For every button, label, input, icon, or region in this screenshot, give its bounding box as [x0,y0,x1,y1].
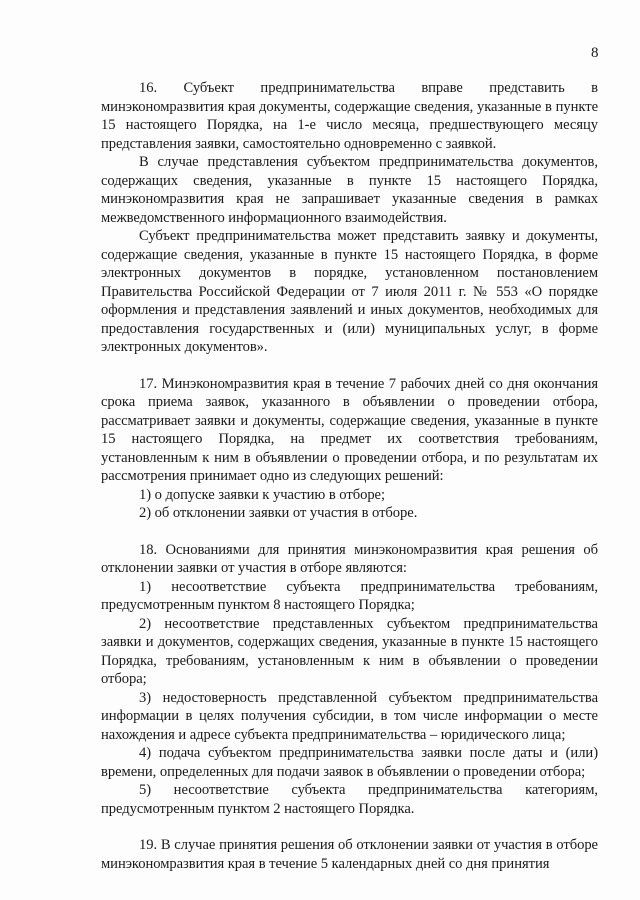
paragraph: 1) несоответствие субъекта предпринимательства требованиям, предусмотренным пунктом 8 настоящего Порядка; [101,578,598,613]
paragraph: 1) о допуске заявки к участию в отборе; [139,486,385,503]
paragraph: 3) недостоверность представленной субъектом предпринимательства информации в целях получения субсидии, в том числе информации о месте нахождения и адресе субъекта предпринимательства – юридического лица; [101,689,598,743]
page-number: 8 [591,45,599,61]
paragraph: 4) подача субъектом предпринимательства заявки после даты и (или) времени, определенных для подачи заявок в объявлении о проведении отбора; [101,745,598,780]
paragraph: Субъект предпринимательства может представить заявку и документы, содержащие сведения, указанные в пункте 15 настоящего Порядка, в форме электронных документов в порядке, установленном постановлением Правительства Российской Федерации от 7 июля 2011 г. № 553 «О порядке оформления и представления заявлений и иных документов, необходимых для предоставления государственных и (или) муниципальных услуг, в форме электронных документов». [101,228,598,355]
paragraph: 17. Минэкономразвития края в течение 7 рабочих дней со дня окончания срока приема заявок, указанного в объявлении о проведении отбора, рассматривает заявки и документы, содержащие сведения, указанные в пункте 15 настоящего Порядка, на предмет их соответствия требованиям, установленным к ним в объявлении о проведении отбора, и по результатам их рассмотрения принимает одно из следующих решений: [101,375,598,484]
paragraph: 18. Основаниями для принятия минэкономразвития края решения об отклонении заявки от участия в отборе являются: [101,541,598,576]
paragraph: 5) несоответствие субъекта предпринимательства категориям, предусмотренным пунктом 2 настоящего Порядка. [101,782,598,817]
paragraph: 16. Субъект предпринимательства вправе представить в минэкономразвития края документы, содержащие сведения, указанные в пункте 15 настоящего Порядка, на 1-е число месяца, предшествующего месяцу представления заявки, самостоятельно одновременно с заявкой. [101,80,598,152]
paragraph: В случае представления субъектом предпринимательства документов, содержащих сведения, указанные в пункте 15 настоящего Порядка, минэкономразвития края не запрашивает указанные сведения в рамках межведомственного информационного взаимодействия. [101,154,598,226]
paragraph: 19. В случае принятия решения об отклонении заявки от участия в отборе минэкономразвития края в течение 5 календарных дней со дня принятия [101,837,598,872]
paragraph: 2) об отклонении заявки от участия в отборе. [139,505,418,521]
document-body [101,79,598,873]
paragraph: 2) несоответствие представленных субъектом предпринимательства заявки и документов, содержащих сведения, указанные в пункте 15 настоящего Порядка, требованиям, установленным к ним в объявлении о проведении отбора; [101,615,598,687]
